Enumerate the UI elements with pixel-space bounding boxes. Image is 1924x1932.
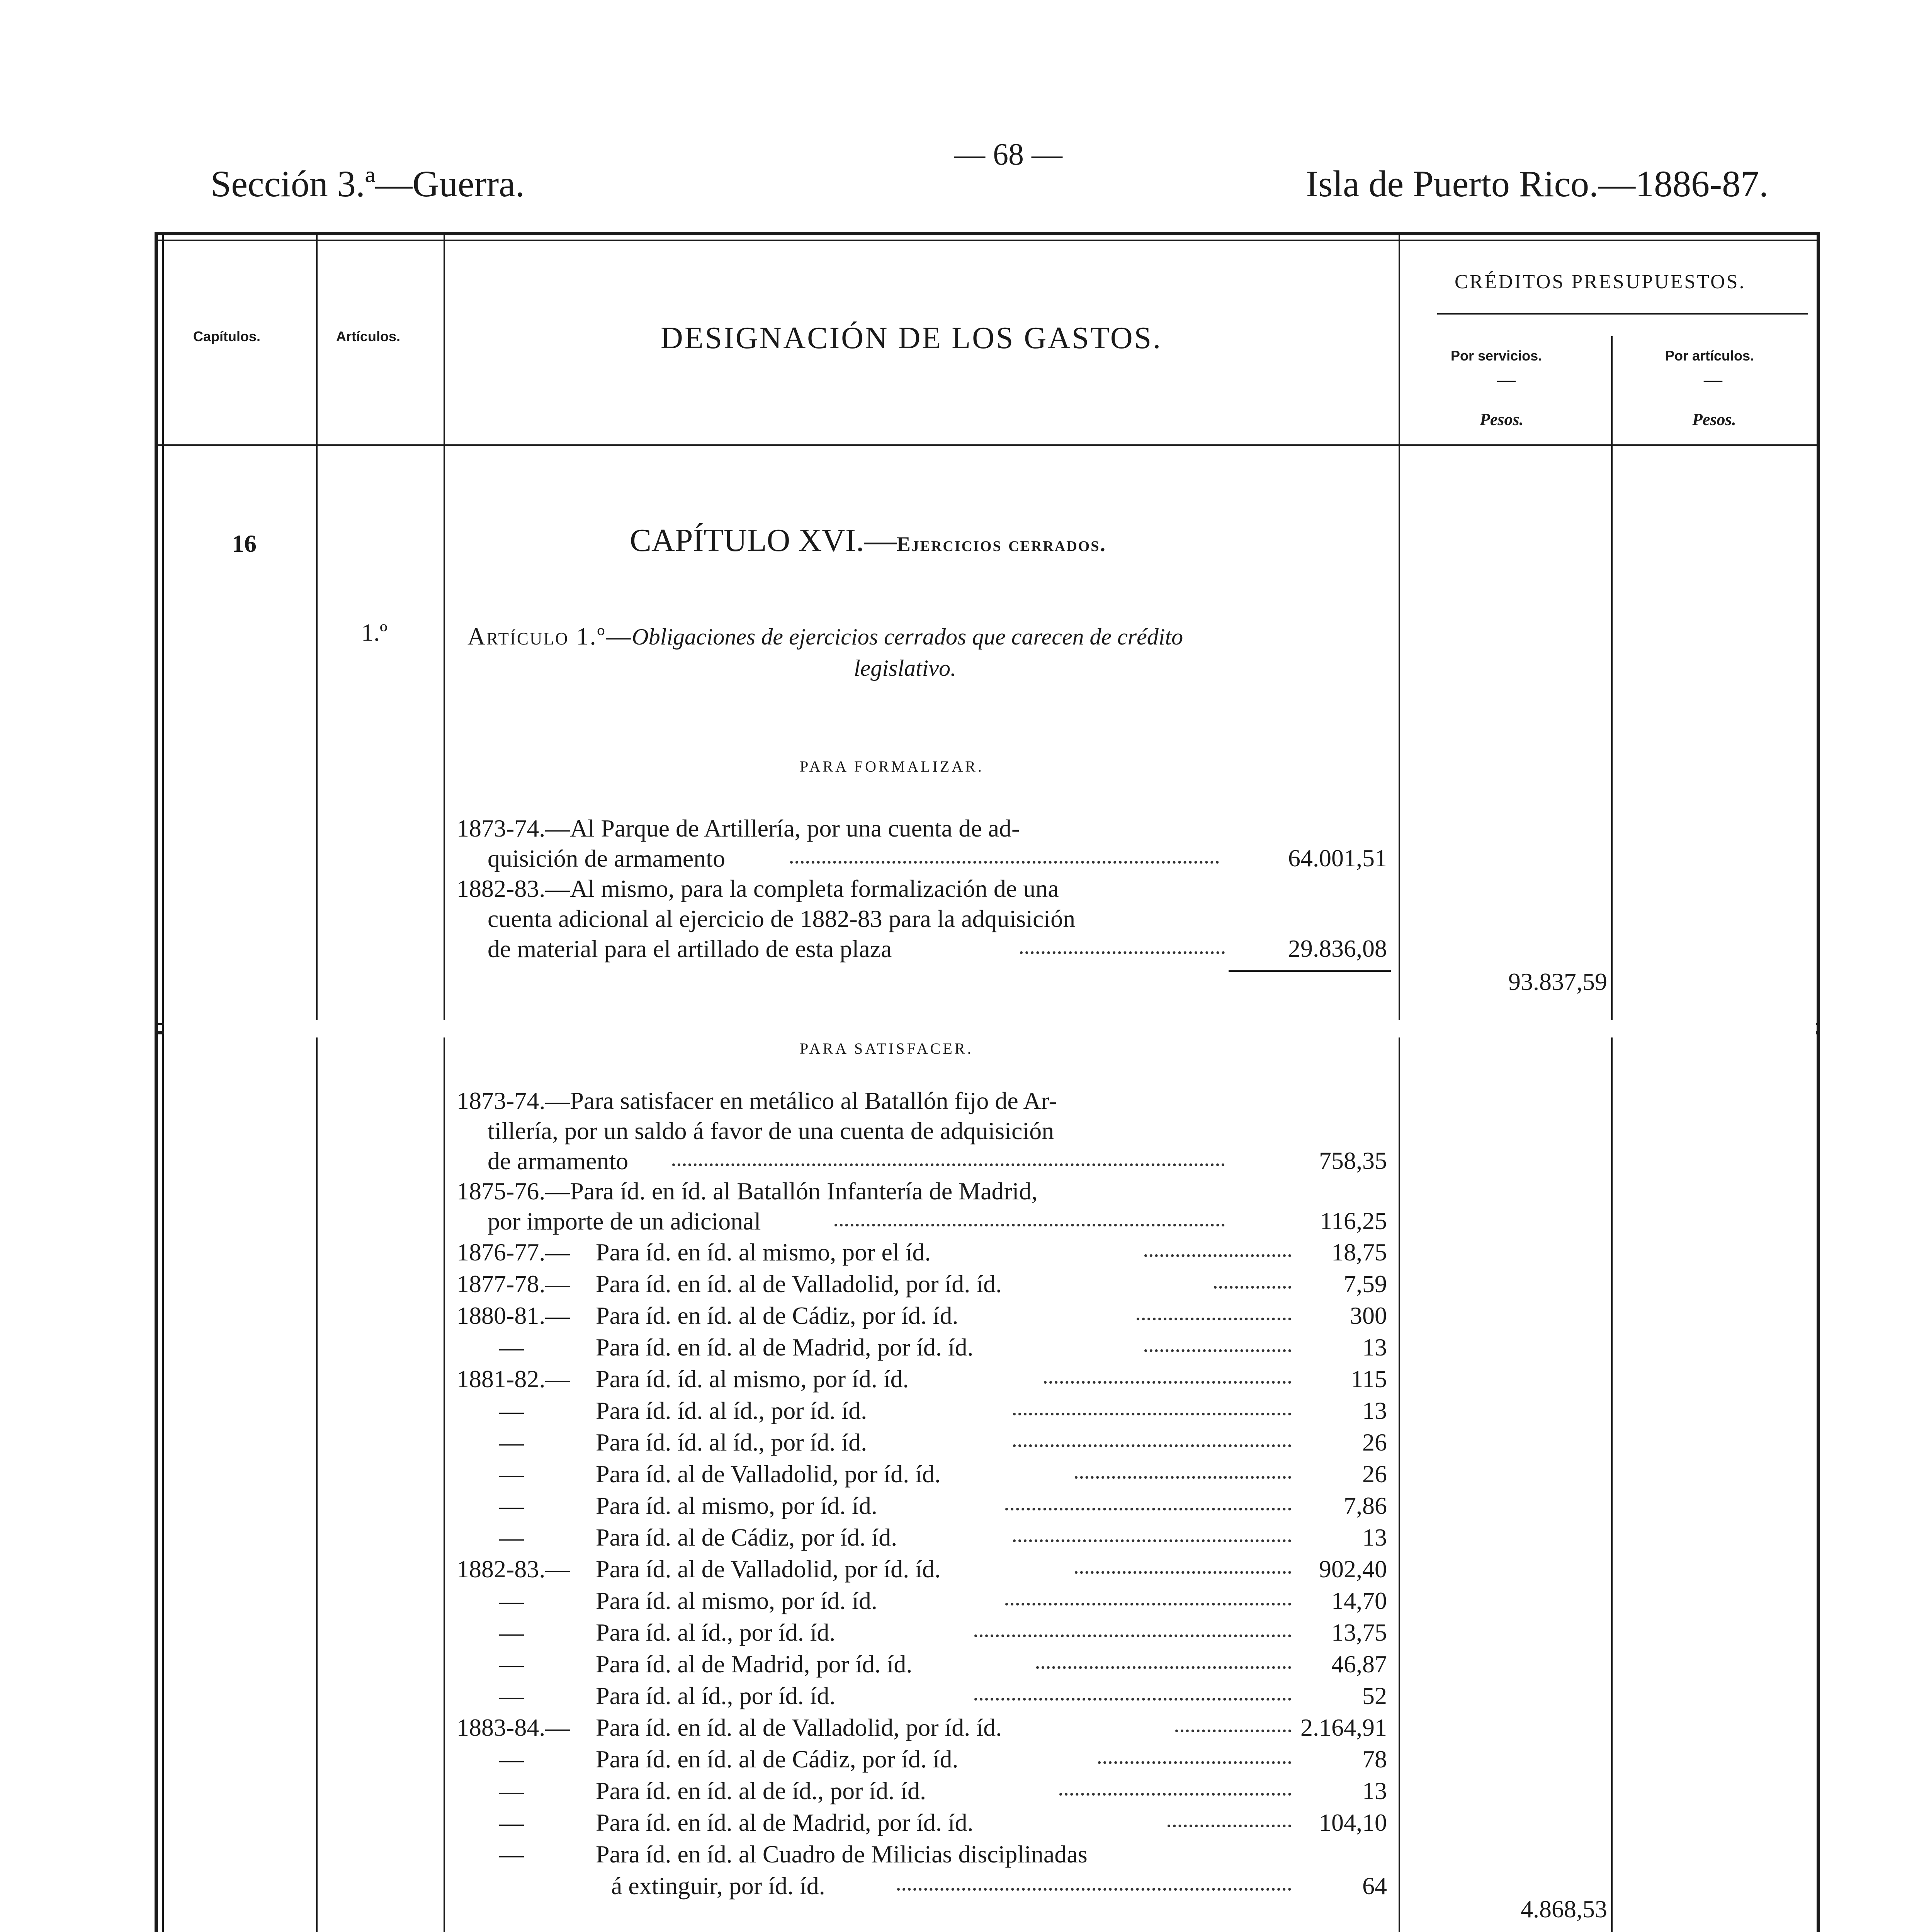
table-row [457, 1712, 1399, 1743]
frame-gap-mask [164, 1020, 1816, 1037]
row-year: 1876-77.— [457, 1238, 570, 1266]
table-row [457, 1553, 1399, 1585]
lower-col-sep-designacion [1399, 1036, 1400, 1932]
row-amount: 14,70 [1331, 1587, 1387, 1614]
header-capitulos: Capítulos. [193, 328, 261, 344]
table-top-rule [155, 232, 1820, 235]
satisfacer-p2-line1: 1875-76.—Para íd. en íd. al Batallón Infantería de Madrid, [457, 1177, 1038, 1205]
satisfacer-p1-leader [672, 1163, 1225, 1166]
satisfacer-p1-line2: tillería, por un saldo á favor de una cuenta de adquisición [488, 1117, 1054, 1145]
row-year: — [499, 1333, 524, 1361]
row-text: Para íd. al de Madrid, por íd. íd. [596, 1650, 913, 1678]
row-amount: 26 [1362, 1429, 1387, 1456]
row-year: — [499, 1587, 524, 1614]
table-left-rule-thin [162, 232, 164, 1037]
row-year: — [499, 1650, 524, 1678]
creditos-underline [1437, 313, 1808, 315]
row-text: Para íd. al mismo, por íd. íd. [596, 1492, 877, 1519]
header-designacion: DESIGNACIÓN DE LOS GASTOS. [661, 321, 1163, 355]
table-top-rule-thin [155, 240, 1820, 241]
table-row [457, 1775, 1399, 1807]
table-row [457, 1458, 1399, 1490]
table-row [457, 1395, 1399, 1427]
lower-col-sep-articulos [444, 1036, 445, 1932]
article1-title-line1: Obligaciones de ejercicios cerrados que carecen de crédito [632, 624, 1183, 650]
table-row [457, 1617, 1399, 1648]
satisfacer-p2-leader [835, 1224, 1225, 1226]
row-year: — [499, 1429, 524, 1456]
header-articulos: Artículos. [336, 328, 401, 344]
row-amount: 13,75 [1331, 1619, 1387, 1646]
formalizar-sum-rule [1229, 970, 1391, 972]
col-sep-servicios [1611, 336, 1613, 1032]
table-row [457, 1236, 1399, 1268]
formalizar-p1-leader [790, 861, 1219, 864]
formalizar-p2-leader [1020, 951, 1225, 954]
row-year: 1877-78.— [457, 1270, 570, 1298]
table-right-rule [1817, 232, 1820, 1037]
row-amount: 902,40 [1319, 1555, 1387, 1583]
formalizar-subtotal: 93.837,59 [1508, 968, 1607, 995]
row-text: Para íd. al íd., por íd. íd. [596, 1619, 836, 1646]
row-amount: 104,10 [1319, 1809, 1387, 1836]
row-year: — [499, 1524, 524, 1551]
table-row [457, 1427, 1399, 1458]
row-text: Para íd. en íd. al de Madrid, por íd. íd. [596, 1333, 974, 1361]
col-sep-capitulos [316, 232, 318, 1032]
row-amount: 13 [1362, 1524, 1387, 1551]
region-label: Isla de Puerto Rico.—1886-87. [1306, 163, 1769, 204]
article1-number: 1.º [361, 619, 388, 646]
article1-title [467, 622, 1183, 651]
row-text: Para íd. al de Valladolid, por íd. íd. [596, 1555, 941, 1583]
table-row [457, 1363, 1399, 1395]
formalizar-p1-line2: quisición de armamento [488, 845, 725, 872]
row-amount: 13 [1362, 1333, 1387, 1361]
table-left-rule [155, 232, 158, 1037]
table-row [457, 1332, 1399, 1363]
lower-col-sep-capitulos [316, 1036, 318, 1932]
col-sep-articulos [444, 232, 445, 1032]
row-amount: 52 [1362, 1682, 1387, 1709]
row-text: Para íd. íd. al íd., por íd. íd. [596, 1397, 867, 1424]
row-amount: 13 [1362, 1777, 1387, 1804]
row-text: Para íd. en íd. al de Valladolid, por íd. íd. [596, 1270, 1002, 1298]
row-amount: 13 [1362, 1397, 1387, 1424]
row-text: Para íd. en íd. al Cuadro de Milicias disciplinadas [596, 1840, 1088, 1868]
satisfacer-p1-line1: 1873-74.—Para satisfacer en metálico al Batallón fijo de Ar- [457, 1087, 1057, 1114]
table-row [457, 1490, 1399, 1522]
section-label: Sección 3.ª—Guerra. [211, 163, 525, 204]
row-text: Para íd. al íd., por íd. íd. [596, 1682, 836, 1709]
table-row [457, 1648, 1399, 1680]
row-amount: 2.164,91 [1300, 1714, 1387, 1741]
header-creditos: CRÉDITOS PRESUPUESTOS. [1455, 271, 1746, 293]
table-row [457, 1680, 1399, 1712]
header-pesos-articulos: Pesos. [1692, 410, 1736, 429]
row-amount: 115 [1351, 1365, 1387, 1393]
row-year: — [499, 1397, 524, 1424]
formalizar-p2-line3: de material para el artillado de esta plaza [488, 935, 892, 963]
chapter-number: 16 [232, 530, 257, 557]
row-text: Para íd. al de Valladolid, por íd. íd. [596, 1460, 941, 1488]
row-text: Para íd. íd. al mismo, por íd. íd. [596, 1365, 909, 1393]
satisfacer-p2-amount: 116,25 [1320, 1207, 1387, 1235]
row-text: á extinguir, por íd. íd. [611, 1872, 825, 1900]
header-rule [155, 444, 1820, 446]
row-amount: 78 [1362, 1745, 1387, 1773]
satisfacer-p2-line2: por importe de un adicional [488, 1208, 761, 1235]
formalizar-p1-line1: 1873-74.—Al Parque de Artillería, por una cuenta de ad- [457, 815, 1020, 842]
row-text: Para íd. íd. al íd., por íd. íd. [596, 1429, 867, 1456]
row-text: Para íd. al mismo, por íd. íd. [596, 1587, 877, 1614]
header-dash-servicios: — [1497, 369, 1516, 390]
header-pesos-servicios: Pesos. [1480, 410, 1524, 429]
page-number: — 68 — [954, 138, 1062, 172]
table-row [457, 1522, 1399, 1553]
row-year: 1880-81.— [457, 1302, 570, 1329]
formalizar-p1-amount: 64.001,51 [1288, 844, 1387, 872]
row-year: — [499, 1745, 524, 1773]
chapter-title-sub: Ejercicios cerrados. [896, 532, 1106, 556]
table-row [457, 1870, 1399, 1902]
table-row [457, 1268, 1399, 1300]
row-year: — [499, 1460, 524, 1488]
row-year: — [499, 1809, 524, 1836]
row-text: Para íd. en íd. al mismo, por el íd. [596, 1238, 931, 1266]
lower-col-sep-servicios [1611, 1036, 1613, 1932]
row-amount: 64 [1362, 1872, 1387, 1900]
col-sep-designacion [1399, 232, 1400, 1032]
formalizar-heading: PARA FORMALIZAR. [800, 758, 984, 775]
row-year: — [499, 1777, 524, 1804]
row-amount: 7,86 [1344, 1492, 1387, 1519]
satisfacer-heading: PARA SATISFACER. [800, 1040, 974, 1057]
row-text: Para íd. en íd. al de Valladolid, por íd. íd. [596, 1714, 1002, 1741]
row-text: Para íd. en íd. al de Madrid, por íd. íd. [596, 1809, 974, 1836]
row-amount: 18,75 [1331, 1238, 1387, 1266]
article1-title-line2: legislativo. [854, 655, 956, 681]
satisfacer-p1-line3: de armamento [488, 1147, 629, 1175]
header-por-articulos: Por artículos. [1665, 348, 1754, 364]
satisfacer-subtotal: 4.868,53 [1521, 1895, 1607, 1923]
formalizar-p2-line1: 1882-83.—Al mismo, para la completa formalización de una [457, 875, 1059, 902]
table-row [457, 1743, 1399, 1775]
row-text: Para íd. en íd. al de Cádiz, por íd. íd. [596, 1745, 959, 1773]
row-year: 1881-82.— [457, 1365, 570, 1393]
table-row [457, 1585, 1399, 1617]
row-year: — [499, 1682, 524, 1709]
row-amount: 26 [1362, 1460, 1387, 1488]
row-text: Para íd. en íd. al de Cádiz, por íd. íd. [596, 1302, 959, 1329]
formalizar-p2-line2: cuenta adicional al ejercicio de 1882-83 para la adquisición [488, 905, 1076, 932]
table-row [457, 1838, 1399, 1870]
row-year: — [499, 1619, 524, 1646]
header-dash-articulos: — [1704, 369, 1722, 390]
chapter-title-main: CAPÍTULO XVI.— [630, 522, 897, 558]
chapter-title [630, 522, 1106, 559]
formalizar-p2-amount: 29.836,08 [1288, 935, 1387, 962]
row-year: 1883-84.— [457, 1714, 570, 1741]
row-year: 1882-83.— [457, 1555, 570, 1583]
row-amount: 7,59 [1344, 1270, 1387, 1298]
article1-label: Artículo 1.º— [467, 622, 632, 650]
table-row [457, 1300, 1399, 1332]
row-text: Para íd. en íd. al de íd., por íd. íd. [596, 1777, 926, 1804]
row-amount: 300 [1350, 1302, 1387, 1329]
lower-right-rule [1817, 1036, 1820, 1932]
row-year: — [499, 1840, 524, 1868]
satisfacer-p1-amount: 758,35 [1319, 1147, 1387, 1174]
row-amount: 46,87 [1331, 1650, 1387, 1678]
row-text: Para íd. al de Cádiz, por íd. íd. [596, 1524, 897, 1551]
table-row [457, 1807, 1399, 1838]
header-por-servicios: Por servicios. [1451, 348, 1542, 364]
row-year: — [499, 1492, 524, 1519]
lower-left-rule-thin [162, 1036, 164, 1932]
lower-left-rule [155, 1036, 158, 1932]
